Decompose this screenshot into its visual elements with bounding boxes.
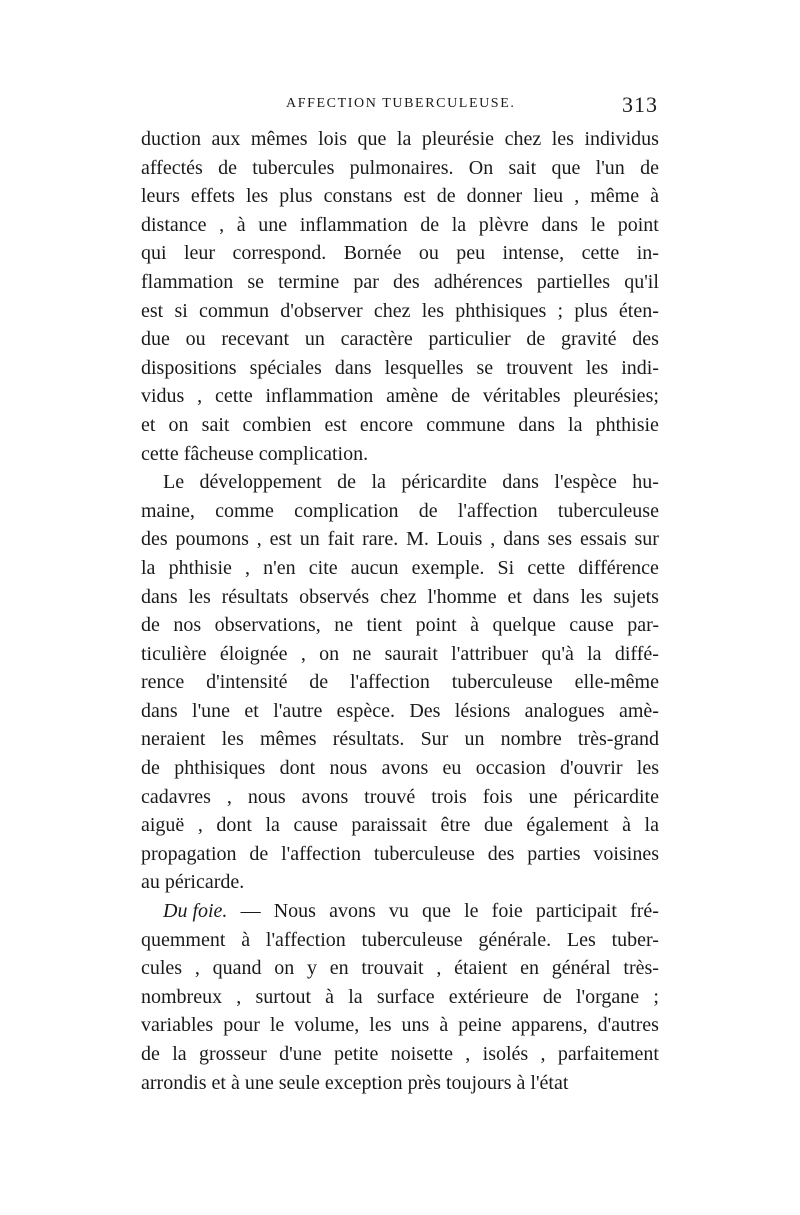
text-line: maine, comme complication de l'affection tuberculeuse bbox=[141, 499, 659, 522]
running-head bbox=[140, 92, 660, 120]
text-line: affectés de tubercules pulmonaires. On sait que l'un de bbox=[141, 156, 659, 179]
text-line: dispositions spéciales dans lesquelles se trouvent les indi- bbox=[141, 356, 659, 379]
text-line: de nos observations, ne tient point à quelque cause par- bbox=[141, 614, 659, 637]
text-line: aiguë , dont la cause paraissait être due également à la bbox=[141, 814, 659, 837]
text-line: distance , à une inflammation de la plèvre dans le point bbox=[141, 213, 659, 236]
text-line: nombreux , surtout à la surface extérieure de l'organe ; bbox=[141, 985, 659, 1008]
text-line: leurs effets les plus constans est de donner lieu , même à bbox=[141, 185, 659, 208]
text-line: cette fâcheuse complication. bbox=[141, 442, 369, 465]
text-line: est si commun d'observer chez les phthisiques ; plus éten- bbox=[141, 299, 659, 322]
text-line: cules , quand on y en trouvait , étaient en général très- bbox=[141, 957, 659, 980]
text-line: propagation de l'affection tuberculeuse des parties voisines bbox=[141, 842, 659, 865]
body-text bbox=[141, 125, 659, 1097]
text-line: neraient les mêmes résultats. Sur un nombre très-grand bbox=[141, 728, 659, 751]
text-line: et on sait combien est encore commune dans la phthisie bbox=[141, 413, 659, 436]
text-line: quemment à l'affection tuberculeuse générale. Les tuber- bbox=[141, 928, 659, 951]
text-line: cadavres , nous avons trouvé trois fois une péricardite bbox=[141, 785, 659, 808]
text-line: de la grosseur d'une petite noisette , isolés , parfaitement bbox=[141, 1043, 659, 1065]
text-line: vidus , cette inflammation amène de véritables pleurésies; bbox=[141, 385, 659, 408]
text-line: duction aux mêmes lois que la pleurésie chez les individus bbox=[141, 128, 659, 150]
text-line: la phthisie , n'en cite aucun exemple. Si cette différence bbox=[141, 556, 659, 579]
text-line: variables pour le volume, les uns à peine apparens, d'autres bbox=[141, 1014, 659, 1037]
text-line: Du foie. — Nous avons vu que le foie participait fré- bbox=[141, 897, 659, 926]
text-line: dans l'une et l'autre espèce. Des lésions analogues amè- bbox=[141, 699, 659, 722]
text-line: dans les résultats observés chez l'homme et dans les sujets bbox=[141, 585, 659, 608]
text-line: de phthisiques dont nous avons eu occasion d'ouvrir les bbox=[141, 757, 659, 780]
text-line: ticulière éloignée , on ne saurait l'attribuer qu'à la diffé- bbox=[141, 642, 659, 665]
running-title: AFFECTION TUBERCULEUSE. bbox=[286, 96, 516, 111]
text-line: des poumons , est un fait rare. M. Louis , dans ses essais sur bbox=[141, 528, 659, 551]
text-line: qui leur correspond. Bornée ou peu intense, cette in- bbox=[141, 242, 659, 265]
text-line: rence d'intensité de l'affection tuberculeuse elle-même bbox=[141, 671, 659, 694]
text-line: due ou recevant un caractère particulier de gravité des bbox=[141, 328, 659, 351]
page-number: 313 bbox=[622, 92, 658, 117]
text-line: Le développement de la péricardite dans l'espèce hu- bbox=[163, 471, 659, 494]
text-line: au péricarde. bbox=[141, 871, 245, 894]
section-heading: Du foie. bbox=[163, 900, 228, 923]
text-line: flammation se termine par des adhérences partielles qu'il bbox=[141, 270, 659, 293]
text-line: arrondis et à une seule exception près toujours à l'état bbox=[141, 1071, 569, 1094]
